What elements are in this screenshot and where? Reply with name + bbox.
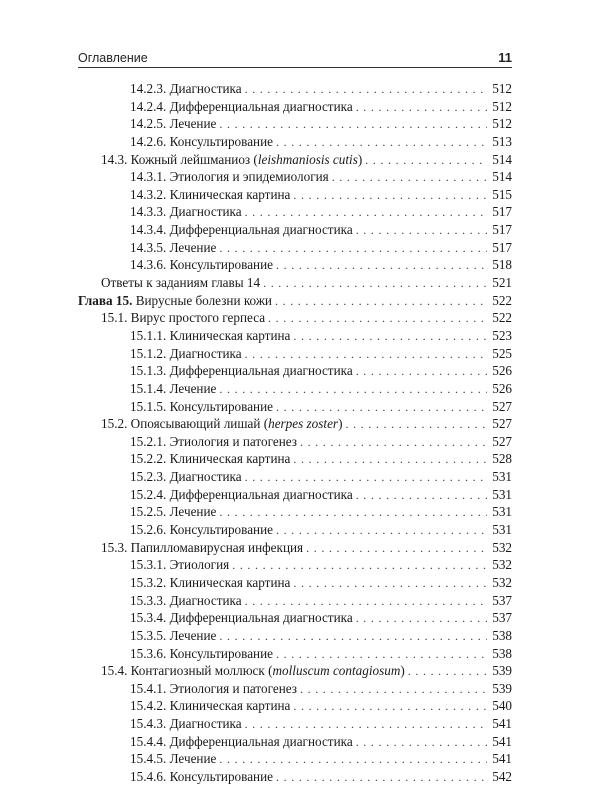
dot-leader	[293, 698, 487, 716]
toc-entry-text: Ответы к заданиям главы 14	[101, 275, 261, 291]
toc-entry-text: Консультирование	[169, 768, 274, 784]
toc-entry-text: Дифференциальная диагностика	[169, 733, 353, 749]
toc-entry-text: Этиология и патогенез	[169, 680, 297, 696]
dot-leader	[293, 575, 487, 593]
dot-leader	[245, 469, 487, 487]
toc-entry-text: Диагностика	[169, 81, 242, 96]
dot-leader	[356, 99, 487, 117]
dot-leader	[408, 663, 487, 681]
toc-entry-number: 15.1.4.	[130, 380, 167, 396]
toc-entry-page: 522	[492, 292, 512, 308]
toc-entry-number: 14.3.	[101, 151, 128, 167]
toc-entry-number: 15.3.5.	[130, 627, 167, 643]
toc-entry	[78, 662, 512, 680]
toc-entry-title	[130, 768, 273, 786]
toc-entry-text: Дифференциальная диагностика	[169, 363, 353, 379]
toc-entry	[78, 309, 512, 327]
toc-entry-page: 523	[492, 327, 512, 343]
dot-leader	[245, 716, 487, 734]
toc-entry	[78, 415, 512, 433]
toc-entry	[78, 274, 512, 292]
toc-entry-number: 15.4.3.	[130, 716, 167, 732]
toc-entry-title	[130, 380, 216, 398]
toc-entry-title	[130, 221, 353, 239]
toc-entry-title	[130, 345, 242, 363]
toc-entry-title	[101, 662, 405, 680]
toc-entry-text: Дифференциальная диагностика	[169, 610, 353, 626]
toc-entry-number: 15.4.	[101, 663, 128, 679]
toc-entry-page: 514	[492, 169, 512, 185]
toc-entry-page: 531	[492, 504, 512, 520]
toc-entry-page: 514	[492, 151, 512, 167]
toc-entry-number: 15.1.1.	[130, 327, 167, 343]
toc-entry-text: Лечение	[169, 504, 217, 520]
toc-entry-text: Вирус простого герпеса	[130, 310, 266, 326]
toc-entry	[78, 398, 512, 416]
toc-entry-title	[130, 433, 297, 451]
toc-entry-page: 527	[492, 398, 512, 414]
toc-entry-number: 15.3.	[101, 539, 128, 555]
toc-entry-number: 15.1.3.	[130, 363, 167, 379]
running-head-title: Оглавление	[78, 51, 148, 65]
toc-entry-page: 539	[492, 680, 512, 696]
toc-entry-title	[130, 203, 242, 221]
toc-entry-page: 512	[492, 81, 512, 96]
toc-entry-title	[130, 592, 242, 610]
toc-entry	[78, 468, 512, 486]
toc-entry-number: 14.2.6.	[130, 133, 167, 149]
toc-entry-number: 15.4.6.	[130, 768, 167, 784]
toc-entry-text: Контагиозный моллюск (	[130, 663, 273, 679]
dot-leader	[219, 116, 487, 134]
toc-entry-page: 537	[492, 592, 512, 608]
toc-entry-page: 528	[492, 451, 512, 467]
dot-leader	[356, 222, 487, 240]
dot-leader	[300, 434, 487, 452]
dot-leader	[293, 451, 487, 469]
dot-leader	[332, 169, 487, 187]
toc-entry-title	[130, 574, 290, 592]
toc-entry-text: Дифференциальная диагностика	[169, 486, 353, 502]
toc-entry-title	[130, 715, 242, 733]
toc-entry-number: 15.3.1.	[130, 557, 167, 573]
toc-entry-number: 15.2.6.	[130, 522, 167, 538]
toc-entry-number: 15.2.3.	[130, 469, 167, 485]
toc-entry	[78, 168, 512, 186]
toc-entry-number: 14.3.6.	[130, 257, 167, 273]
dot-leader	[293, 187, 487, 205]
toc-entry-number: 15.1.5.	[130, 398, 167, 414]
toc-entry-page: 542	[492, 768, 512, 784]
toc-entry-text: Кожный лейшманиоз (	[130, 151, 258, 167]
toc-entry	[78, 521, 512, 539]
toc-entry-number: 15.3.3.	[130, 592, 167, 608]
toc-entry-title	[101, 539, 303, 557]
dot-leader	[276, 257, 487, 275]
toc-entry	[78, 151, 512, 169]
toc-entry	[78, 380, 512, 398]
toc-entry	[78, 256, 512, 274]
toc-entry-number: 15.2.1.	[130, 433, 167, 449]
toc-entry-text: Папилломавирусная инфекция	[130, 539, 304, 555]
toc-entry-title	[130, 133, 273, 151]
dot-leader	[276, 646, 487, 664]
toc-entry-title	[130, 750, 216, 768]
toc-entry-page: 517	[492, 239, 512, 255]
toc-entry	[78, 221, 512, 239]
toc-entry-title	[130, 556, 229, 574]
toc-entry-title	[101, 309, 265, 327]
toc-entry-number: 15.2.4.	[130, 486, 167, 502]
dot-leader	[245, 593, 487, 611]
toc-entry-latin-term: leishmaniosis cutis	[257, 151, 358, 167]
toc-entry-text: Лечение	[169, 751, 217, 767]
toc-entry-page: 527	[492, 433, 512, 449]
toc-entry-title	[101, 274, 260, 292]
dot-leader	[245, 81, 487, 99]
toc-entry-page: 532	[492, 557, 512, 573]
toc-entry-text: Диагностика	[169, 716, 242, 732]
toc-entry	[78, 327, 512, 345]
dot-leader	[356, 610, 487, 628]
toc-entry-title	[101, 151, 362, 169]
toc-entry	[78, 697, 512, 715]
toc-entry-title	[130, 733, 353, 751]
dot-leader	[263, 275, 487, 293]
toc-entry-page: 513	[492, 133, 512, 149]
dot-leader	[276, 522, 487, 540]
dot-leader	[276, 134, 487, 152]
toc-entry-page: 527	[492, 416, 512, 432]
toc-entry-number: 15.4.2.	[130, 698, 167, 714]
toc-entry-text: Опоясывающий лишай (	[130, 416, 269, 432]
toc-entry-title	[130, 627, 216, 645]
toc-entry-number: 15.2.	[101, 416, 128, 432]
toc-entry-title	[101, 415, 342, 433]
toc-entry-latin-term: molluscum contagiosum	[272, 663, 401, 679]
toc-entry	[78, 98, 512, 116]
dot-leader	[219, 504, 487, 522]
toc-entry-text-after: )	[338, 416, 343, 432]
toc-entry-text: Консультирование	[169, 522, 274, 538]
toc-entry-page: 521	[492, 275, 512, 291]
toc-entry-page: 541	[492, 716, 512, 732]
toc-entry-text: Клиническая картина	[169, 451, 291, 467]
toc-entry-title	[130, 645, 273, 663]
toc-entry-page: 538	[492, 645, 512, 661]
toc-entry	[78, 768, 512, 786]
toc-entry-title	[130, 98, 353, 116]
dot-leader	[245, 346, 487, 364]
toc-entry	[78, 503, 512, 521]
toc-entry-number: 14.3.5.	[130, 239, 167, 255]
toc-entry-page: 539	[492, 663, 512, 679]
toc-entry-title	[130, 256, 273, 274]
toc-entry	[78, 609, 512, 627]
toc-entry	[78, 592, 512, 610]
toc-entry-title	[78, 292, 272, 310]
toc-entry	[78, 345, 512, 363]
toc-entry	[78, 486, 512, 504]
toc-entry-page: 540	[492, 698, 512, 714]
toc-entry-text: Лечение	[169, 116, 217, 132]
toc-entry	[78, 362, 512, 380]
toc-entry-title	[130, 115, 216, 133]
running-head	[78, 50, 512, 65]
toc-entry-number: 15.4.4.	[130, 733, 167, 749]
dot-leader	[300, 681, 487, 699]
toc-entry-text: Клиническая картина	[169, 698, 291, 714]
dot-leader	[356, 487, 487, 505]
toc-entry-page: 541	[492, 751, 512, 767]
toc-entry-page: 538	[492, 627, 512, 643]
dot-leader	[345, 416, 487, 434]
toc-entry-page: 531	[492, 469, 512, 485]
toc-entry-number: 15.3.6.	[130, 645, 167, 661]
toc-entry-page: 541	[492, 733, 512, 749]
toc-entry-text: Этиология и патогенез	[169, 433, 297, 449]
toc-entry	[78, 733, 512, 751]
toc-entry-number: 15.1.2.	[130, 345, 167, 361]
header-rule	[78, 67, 512, 68]
toc-entry-number: Глава 15.	[78, 292, 133, 308]
toc-entry	[78, 133, 512, 151]
toc-entry-title	[130, 486, 353, 504]
toc-entry-title	[130, 239, 216, 257]
dot-leader	[276, 399, 487, 417]
toc-entry-page: 517	[492, 222, 512, 238]
toc-entry	[78, 627, 512, 645]
toc-entry-page: 517	[492, 204, 512, 220]
toc-entry-text: Лечение	[169, 380, 217, 396]
toc-entry-text: Вирусные болезни кожи	[135, 292, 272, 308]
toc-entry-number: 14.3.4.	[130, 222, 167, 238]
dot-leader	[356, 363, 487, 381]
toc-entry-page: 532	[492, 539, 512, 555]
toc-entry-page: 526	[492, 363, 512, 379]
toc-entry-title	[130, 362, 353, 380]
toc-entry-text: Клиническая картина	[169, 327, 291, 343]
toc-entry-number: 14.2.3.	[130, 81, 167, 96]
toc-entry-number: 15.2.5.	[130, 504, 167, 520]
toc-entry-text: Консультирование	[169, 133, 274, 149]
toc-entry-page: 537	[492, 610, 512, 626]
toc-entry-page: 522	[492, 310, 512, 326]
toc-entry-title	[130, 697, 290, 715]
dot-leader	[219, 628, 487, 646]
toc-entry-number: 15.3.4.	[130, 610, 167, 626]
toc-entry-number: 14.3.1.	[130, 169, 167, 185]
toc-entry-page: 512	[492, 116, 512, 132]
toc-entry-page: 531	[492, 486, 512, 502]
toc-entry-page: 526	[492, 380, 512, 396]
dot-leader	[219, 751, 487, 769]
dot-leader	[356, 734, 487, 752]
toc-entry-page: 531	[492, 522, 512, 538]
toc-entry-text: Консультирование	[169, 645, 274, 661]
toc-entry	[78, 186, 512, 204]
toc-entry-text: Диагностика	[169, 592, 242, 608]
toc-entry-text: Клиническая картина	[169, 574, 291, 590]
toc-entry	[78, 645, 512, 663]
toc-entry-number: 14.2.4.	[130, 98, 167, 114]
toc-entry-number: 15.4.1.	[130, 680, 167, 696]
toc-entry-title	[130, 450, 290, 468]
toc-entry	[78, 239, 512, 257]
page-number: 11	[498, 50, 512, 65]
toc-entry-text: Этиология	[169, 557, 230, 573]
toc-entry-title	[130, 398, 273, 416]
toc-entry-title	[130, 168, 329, 186]
toc-entry	[78, 574, 512, 592]
toc-entry-page: 525	[492, 345, 512, 361]
toc-entry-title	[130, 609, 353, 627]
toc-entry-title	[130, 186, 290, 204]
toc-entry-title	[130, 521, 273, 539]
table-of-contents	[78, 80, 512, 786]
dot-leader	[306, 540, 487, 558]
toc-entry	[78, 680, 512, 698]
toc-entry-text: Этиология и эпидемиология	[169, 169, 329, 185]
toc-entry	[78, 433, 512, 451]
toc-entry-number: 15.4.5.	[130, 751, 167, 767]
dot-leader	[232, 557, 487, 575]
toc-entry-title	[130, 327, 290, 345]
dot-leader	[293, 328, 487, 346]
dot-leader	[276, 769, 487, 787]
toc-entry-title	[130, 80, 242, 98]
toc-entry	[78, 80, 512, 98]
dot-leader	[219, 381, 487, 399]
toc-entry-text: Дифференциальная диагностика	[169, 98, 353, 114]
toc-entry-text: Консультирование	[169, 257, 274, 273]
toc-entry	[78, 715, 512, 733]
toc-entry-text: Диагностика	[169, 345, 242, 361]
dot-leader	[365, 152, 487, 170]
toc-entry-number: 15.1.	[101, 310, 128, 326]
toc-entry-text-after: )	[400, 663, 405, 679]
toc-entry-text-after: )	[357, 151, 363, 167]
toc-entry	[78, 556, 512, 574]
dot-leader	[245, 204, 487, 222]
dot-leader	[268, 310, 487, 328]
toc-entry-page: 515	[492, 186, 512, 202]
toc-entry-text: Дифференциальная диагностика	[169, 222, 353, 238]
toc-entry-latin-term: herpes zoster	[268, 416, 339, 432]
toc-entry-text: Консультирование	[169, 398, 274, 414]
toc-entry	[78, 450, 512, 468]
toc-entry-title	[130, 680, 297, 698]
toc-entry	[78, 750, 512, 768]
toc-entry-title	[130, 468, 242, 486]
toc-entry	[78, 115, 512, 133]
dot-leader	[219, 240, 487, 258]
toc-entry-number: 15.3.2.	[130, 574, 167, 590]
toc-entry-page: 512	[492, 98, 512, 114]
toc-entry-number: 14.3.3.	[130, 204, 167, 220]
toc-entry-number: 14.3.2.	[130, 186, 167, 202]
toc-entry	[78, 292, 512, 310]
toc-entry-page: 532	[492, 574, 512, 590]
toc-entry-text: Лечение	[169, 239, 217, 255]
toc-entry-title	[130, 503, 216, 521]
dot-leader	[275, 293, 487, 311]
toc-entry-text: Лечение	[169, 627, 217, 643]
toc-entry-number: 14.2.5.	[130, 116, 167, 132]
toc-entry-text: Диагностика	[169, 204, 242, 220]
toc-entry-text: Клиническая картина	[169, 186, 291, 202]
toc-entry	[78, 203, 512, 221]
toc-entry	[78, 539, 512, 557]
toc-entry-number: 15.2.2.	[130, 451, 167, 467]
toc-entry-text: Диагностика	[169, 469, 242, 485]
toc-entry-page: 518	[492, 257, 512, 273]
